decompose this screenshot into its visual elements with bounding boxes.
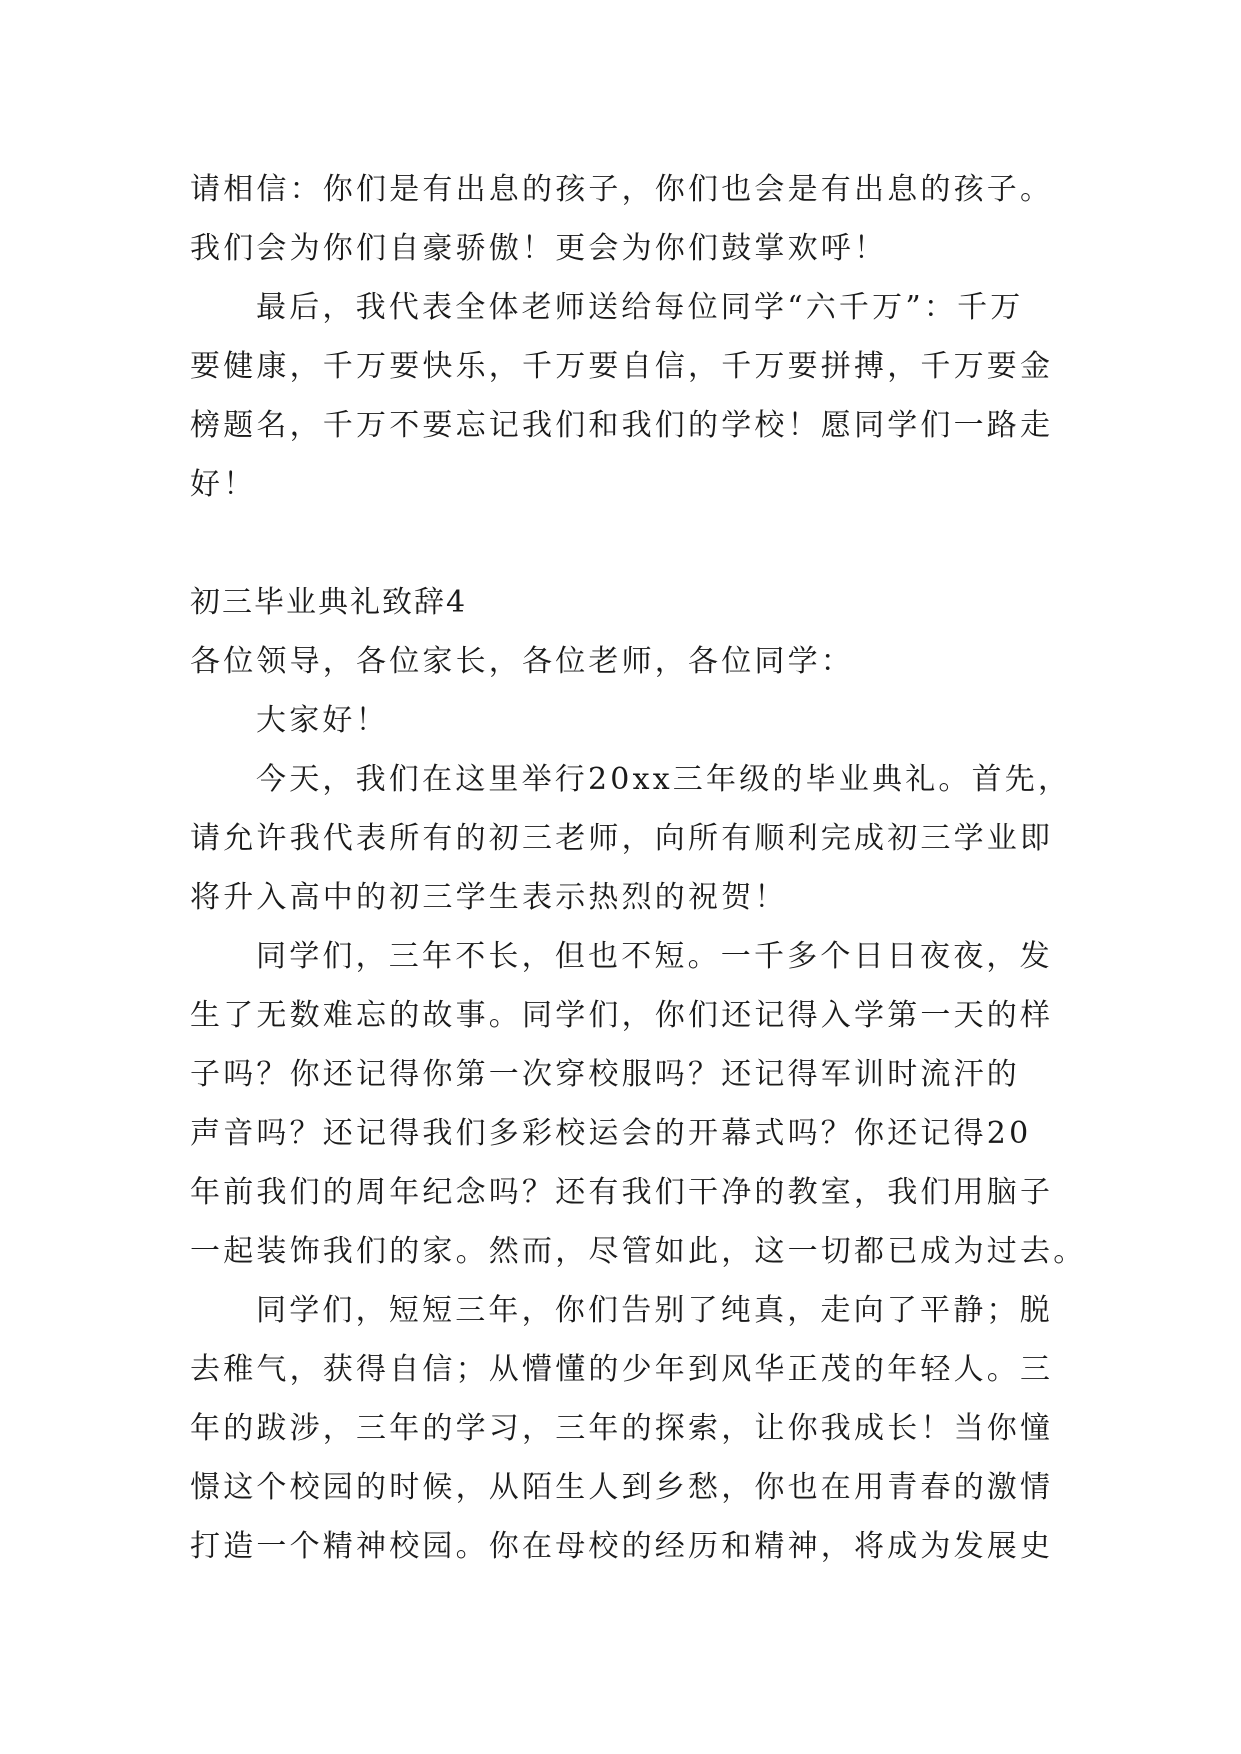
section-title: 初三毕业典礼致辞4 — [190, 585, 468, 620]
text-line: 榜题名，千万不要忘记我们和我们的学校！愿同学们一路走 — [190, 408, 1054, 443]
text-line: 要健康，千万要快乐，千万要自信，千万要拼搏，千万要金 — [190, 349, 1054, 384]
text-line: 请相信：你们是有出息的孩子，你们也会是有出息的孩子。 — [190, 172, 1054, 207]
text-line: 憬这个校园的时候，从陌生人到乡愁，你也在用青春的激情 — [190, 1470, 1054, 1505]
paragraph-start: 同学们，短短三年，你们告别了纯真，走向了平静；脱 — [256, 1293, 1053, 1328]
text-line: 请允许我代表所有的初三老师，向所有顺利完成初三学业即 — [190, 821, 1054, 856]
paragraph-start: 同学们，三年不长，但也不短。一千多个日日夜夜，发 — [256, 939, 1053, 974]
text-line: 年前我们的周年纪念吗？还有我们干净的教室，我们用脑子 — [190, 1175, 1054, 1210]
salutation: 各位领导，各位家长，各位老师，各位同学： — [190, 644, 854, 679]
text-line: 一起装饰我们的家。然而，尽管如此，这一切都已成为过去。 — [190, 1234, 1087, 1269]
paragraph-start: 最后，我代表全体老师送给每位同学“六千万”：千万 — [256, 290, 1024, 325]
text-line: 子吗？你还记得你第一次穿校服吗？还记得军训时流汗的 — [190, 1057, 1020, 1092]
greeting: 大家好！ — [256, 703, 389, 738]
section-spacer — [190, 514, 1070, 573]
text-line: 好！ — [190, 467, 257, 502]
text-line: 年的跋涉，三年的学习，三年的探索，让你我成长！当你憧 — [190, 1411, 1054, 1446]
text-line: 打造一个精神校园。你在母校的经历和精神，将成为发展史 — [190, 1529, 1054, 1564]
text-line: 去稚气，获得自信；从懵懂的少年到风华正茂的年轻人。三 — [190, 1352, 1054, 1387]
text-line: 将升入高中的初三学生表示热烈的祝贺！ — [190, 880, 788, 915]
paragraph-start: 今天，我们在这里举行20xx三年级的毕业典礼。首先， — [256, 762, 1072, 797]
text-line: 声音吗？还记得我们多彩校运会的开幕式吗？你还记得20 — [190, 1116, 1032, 1151]
text-line: 生了无数难忘的故事。同学们，你们还记得入学第一天的样 — [190, 998, 1054, 1033]
text-line: 我们会为你们自豪骄傲！更会为你们鼓掌欢呼！ — [190, 231, 888, 266]
document-body — [190, 160, 1087, 1576]
